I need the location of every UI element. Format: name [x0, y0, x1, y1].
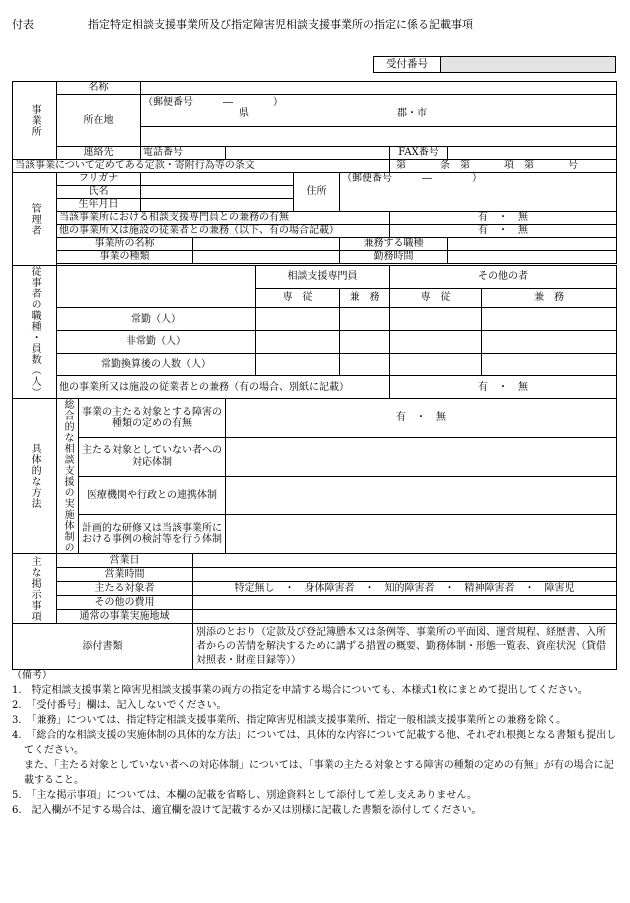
manager-concurrent1-value[interactable]: 有 ・ 無 — [390, 212, 617, 225]
remark-1: 1. 特定相談支援事業と障害児相談支援事業の両方の指定を申請する場合についても、本様式1枚にまとめて提出してください。 — [12, 685, 588, 696]
office-address-line2[interactable] — [141, 127, 617, 147]
manager-address-label: 住所 — [294, 173, 340, 212]
staff-fulltime-advisor-part[interactable] — [340, 308, 390, 331]
staff-advisor-full-header: 専 従 — [256, 288, 340, 308]
remarks — [12, 668, 618, 818]
articles-dai: 第 — [396, 160, 406, 172]
method-row3-field[interactable] — [226, 476, 617, 515]
attach-label: 添付書類 — [13, 624, 193, 670]
office-section-label: 事業所 — [13, 82, 57, 160]
staff-parttime-advisor-full[interactable] — [256, 330, 340, 353]
application-form-table — [12, 81, 617, 670]
office-fax-label: FAX番号 — [390, 147, 448, 160]
form-header — [12, 16, 473, 32]
manager-office-type-label: 事業の種類 — [57, 251, 193, 264]
articles-jou: 条 — [440, 160, 450, 172]
remark-6: 6. 記入欄が不足する場合は、適宜欄を設けて記載するか又は別様に記載した書類を添付してください。 — [12, 805, 482, 816]
appendix-label: 付表 — [12, 18, 34, 31]
office-city-text: 郡・市 — [397, 108, 427, 120]
notice-section-label: 主な掲示事項 — [13, 554, 57, 624]
method-row4-field[interactable] — [226, 515, 617, 554]
articles-gou: 号 — [568, 160, 578, 172]
method-row4-label: 計画的な研修又は当該事業所における事例の検討等を行う体制 — [79, 515, 226, 554]
form-title: 指定特定相談支援事業所及び指定障害児相談支援事業所の指定に係る記載事項 — [88, 18, 473, 31]
articles-field[interactable] — [390, 160, 617, 173]
staff-parttime-other-part[interactable] — [482, 330, 617, 353]
manager-hours-field[interactable] — [448, 251, 617, 264]
articles-dai3: 第 — [524, 160, 534, 172]
manager-name-label: 氏名 — [57, 186, 141, 199]
notice-days-field[interactable] — [193, 554, 617, 568]
notice-days-label: 営業日 — [57, 554, 193, 568]
staff-section-label: 従事者の職種・員数（人） — [13, 266, 57, 399]
staff-other-header: その他の者 — [390, 266, 617, 289]
staff-row-fulltime: 常勤（人） — [57, 308, 256, 331]
method-row2-field[interactable] — [226, 437, 617, 476]
office-address-label: 所在地 — [57, 95, 141, 147]
remark-2: 2. 「受付番号」欄は、記入しないでください。 — [12, 700, 227, 711]
remark-4b: また、「主たる対象としていない者への対応体制」については、「事業の主たる対象とする障害の種類の定めの有無」が有の場合に記載すること。 — [24, 760, 614, 786]
manager-concurrent2-label: 他の事業所又は施設の従業者との兼務（以下、有の場合記載） — [57, 225, 390, 238]
manager-concurrent1-label: 当該事業所における相談支援専門員との兼務の有無 — [57, 212, 390, 225]
method-row3-label: 医療機関や行政との連携体制 — [79, 476, 226, 515]
manager-job-field[interactable] — [448, 238, 617, 251]
remark-5: 5. 「主な掲示事項」については、本欄の記載を省略し、別途資料として添付して差し支えありません。 — [12, 790, 477, 801]
staff-other-full-header: 専 従 — [390, 288, 482, 308]
notice-hours-label: 営業時間 — [57, 568, 193, 582]
manager-furigana-label: フリガナ — [57, 173, 141, 186]
staff-fulltime-other-full[interactable] — [390, 308, 482, 331]
office-postal-text: （郵便番号 ― ） — [143, 97, 283, 108]
remark-3: 3. 「兼務」については、指定特定相談支援事業所、指定障害児相談支援事業所、指定一般相談支援事業所との兼務を除く。 — [12, 715, 567, 726]
staff-converted-other-full[interactable] — [390, 353, 482, 376]
notice-area-label: 通常の事業実施地域 — [57, 610, 193, 624]
office-fax-field[interactable] — [448, 147, 617, 160]
manager-office-name-label: 事業所の名称 — [57, 238, 193, 251]
notice-fees-field[interactable] — [193, 596, 617, 610]
office-name-field[interactable] — [141, 82, 617, 95]
reception-number-box — [373, 56, 616, 73]
staff-row-parttime: 非常勤（人） — [57, 330, 256, 353]
attach-text: 別添のとおり（定款及び登記簿謄本又は条例等、事業所の平面図、運営規程、経歴書、入所者からの苦情を解決するために講ずる措置の概要、勤務体制・形態一覧表、資産状況（貸借対照表・財産目録等）） — [193, 624, 617, 670]
articles-label: 当該事業について定めてある定款・寄附行為等の条文 — [13, 160, 390, 173]
method-row1-value[interactable]: 有 ・ 無 — [226, 399, 617, 438]
office-phone-field[interactable] — [226, 147, 390, 160]
staff-converted-other-part[interactable] — [482, 353, 617, 376]
staff-header-blank — [57, 266, 256, 308]
office-phone-label: 電話番号 — [141, 147, 226, 160]
staff-parttime-other-full[interactable] — [390, 330, 482, 353]
method-sub-label: 総合的な相談支援の実施体制の — [57, 399, 79, 554]
staff-parttime-advisor-part[interactable] — [340, 330, 390, 353]
manager-job-label: 兼務する職種 — [340, 238, 448, 251]
reception-number-label: 受付番号 — [374, 57, 441, 72]
method-row2-label: 主たる対象としていない者への対応体制 — [79, 437, 226, 476]
office-prefecture-text: 県 — [239, 108, 249, 120]
manager-concurrent2-value[interactable]: 有 ・ 無 — [390, 225, 617, 238]
staff-converted-advisor-full[interactable] — [256, 353, 340, 376]
manager-birth-label: 生年月日 — [57, 199, 141, 212]
staff-advisor-header: 相談支援専門員 — [256, 266, 390, 289]
notice-hours-field[interactable] — [193, 568, 617, 582]
staff-concurrent-value[interactable]: 有 ・ 無 — [390, 376, 617, 399]
staff-concurrent-label: 他の事業所又は施設の従業者との兼務（有の場合、別紙に記載） — [57, 376, 390, 399]
manager-hours-label: 勤務時間 — [340, 251, 448, 264]
manager-office-name-field[interactable] — [193, 238, 340, 251]
staff-other-part-header: 兼 務 — [482, 288, 617, 308]
manager-name-field[interactable] — [141, 186, 294, 199]
remark-4: 4. 「総合的な相談支援の実施体制の具体的な方法」については、具体的な内容について記載する他、それぞれ根拠となる書類も提出してください。 — [12, 730, 617, 756]
staff-row-converted: 常勤換算後の人数（人） — [57, 353, 256, 376]
manager-office-type-field[interactable] — [193, 251, 340, 264]
staff-fulltime-other-part[interactable] — [482, 308, 617, 331]
office-address-field[interactable] — [141, 95, 617, 127]
office-contact-label: 連絡先 — [57, 147, 141, 160]
manager-section-label: 管理者 — [13, 173, 57, 266]
articles-kou: 項 — [504, 160, 514, 172]
notice-target-label: 主たる対象者 — [57, 582, 193, 596]
manager-address-field[interactable] — [340, 173, 617, 212]
reception-number-field[interactable] — [441, 57, 615, 72]
method-section-label: 具体的な方法 — [13, 399, 57, 554]
method-row1-label: 事業の主たる対象とする障害の種類の定めの有無 — [79, 399, 226, 438]
notice-area-field[interactable] — [193, 610, 617, 624]
articles-dai2: 第 — [460, 160, 470, 172]
staff-advisor-part-header: 兼 務 — [340, 288, 390, 308]
manager-furigana-field[interactable] — [141, 173, 294, 186]
office-name-label: 名称 — [57, 82, 141, 95]
staff-converted-advisor-part[interactable] — [340, 353, 390, 376]
remarks-title: （備考） — [12, 670, 52, 681]
manager-postal-text: （郵便番号 ― ） — [342, 173, 482, 184]
manager-birth-field[interactable] — [141, 199, 294, 212]
staff-fulltime-advisor-full[interactable] — [256, 308, 340, 331]
notice-target-value[interactable]: 特定無し ・ 身体障害者 ・ 知的障害者 ・ 精神障害者 ・ 障害児 — [193, 582, 617, 596]
notice-fees-label: その他の費用 — [57, 596, 193, 610]
